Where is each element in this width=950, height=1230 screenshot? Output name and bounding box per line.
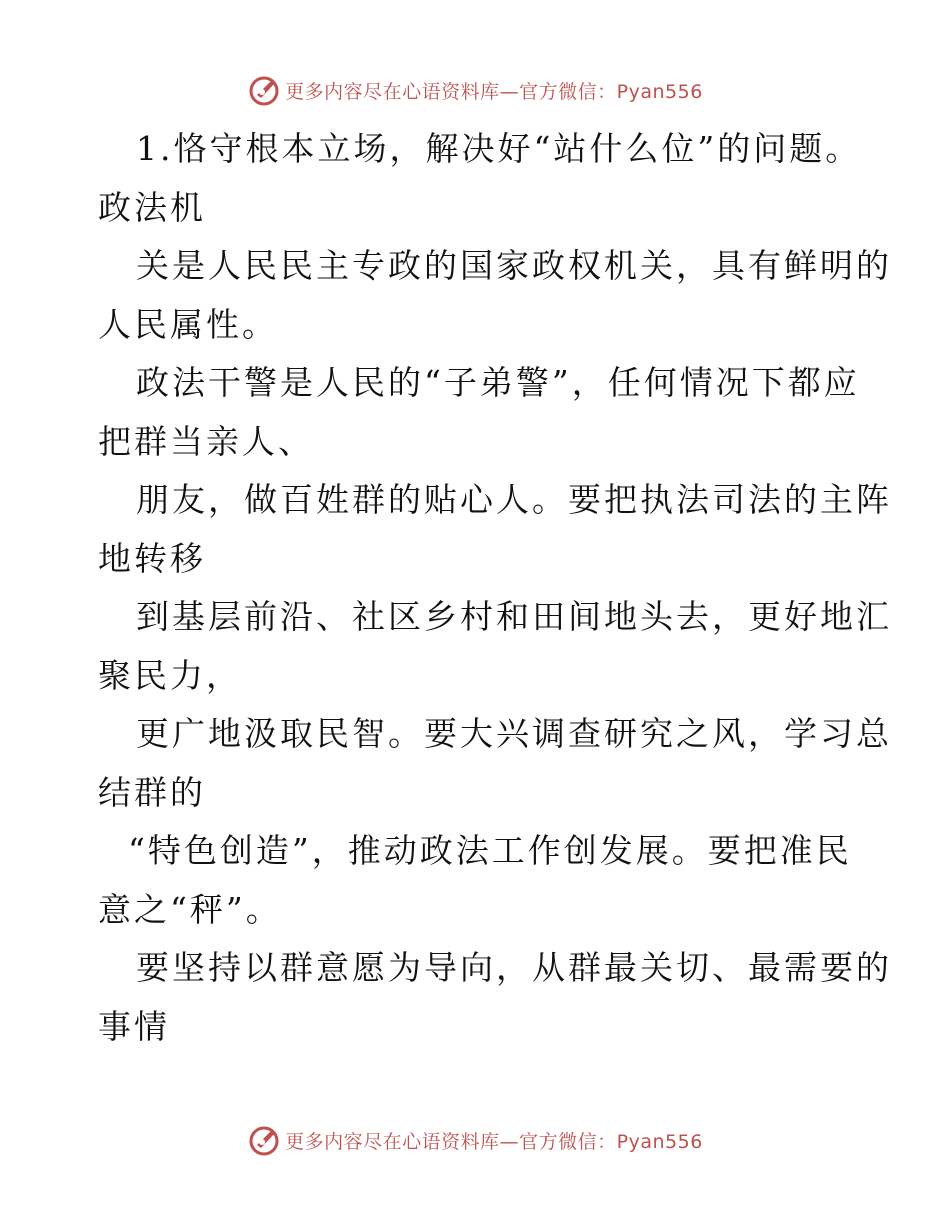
text-line: 把群当亲人、 [98,421,314,461]
text-line: 聚民力， [98,655,242,695]
text-line: 事情 [98,1006,170,1046]
header-banner [0,70,950,110]
text-line: 人民属性。 [98,304,278,344]
header-banner-text: 更多内容尽在心语资料库—官方微信：Pyan556 [285,80,703,103]
pen-seal-logo-icon [247,73,281,107]
text-line: 要坚持以群意愿为导向，从群最关切、最需要的 [136,948,892,987]
text-line: 到基层前沿、社区乡村和田间地头去，更好地汇 [136,597,892,636]
document-body [98,120,892,1056]
text-line: “特色创造”，推动政法工作创发展。要把准民 [128,831,852,870]
text-line: 关是人民民主专政的国家政权机关，具有鲜明的 [136,246,892,285]
text-line: 政法干警是人民的“子弟警”，任何情况下都应 [136,363,860,402]
text-line: 朋友，做百姓群的贴心人。要把执法司法的主阵 [136,480,892,519]
text-line: 1.恪守根本立场，解决好“站什么位”的问题。 [136,129,862,168]
text-line: 地转移 [98,538,206,578]
text-line: 意之“秤”。 [98,889,282,929]
pen-seal-logo-icon [247,1123,281,1157]
footer-banner-text: 更多内容尽在心语资料库—官方微信：Pyan556 [285,1130,703,1153]
text-line: 更广地汲取民智。要大兴调查研究之风，学习总 [136,714,892,753]
text-line: 结群的 [98,772,206,812]
footer-banner [0,1120,950,1160]
text-line: 政法机 [98,187,206,227]
